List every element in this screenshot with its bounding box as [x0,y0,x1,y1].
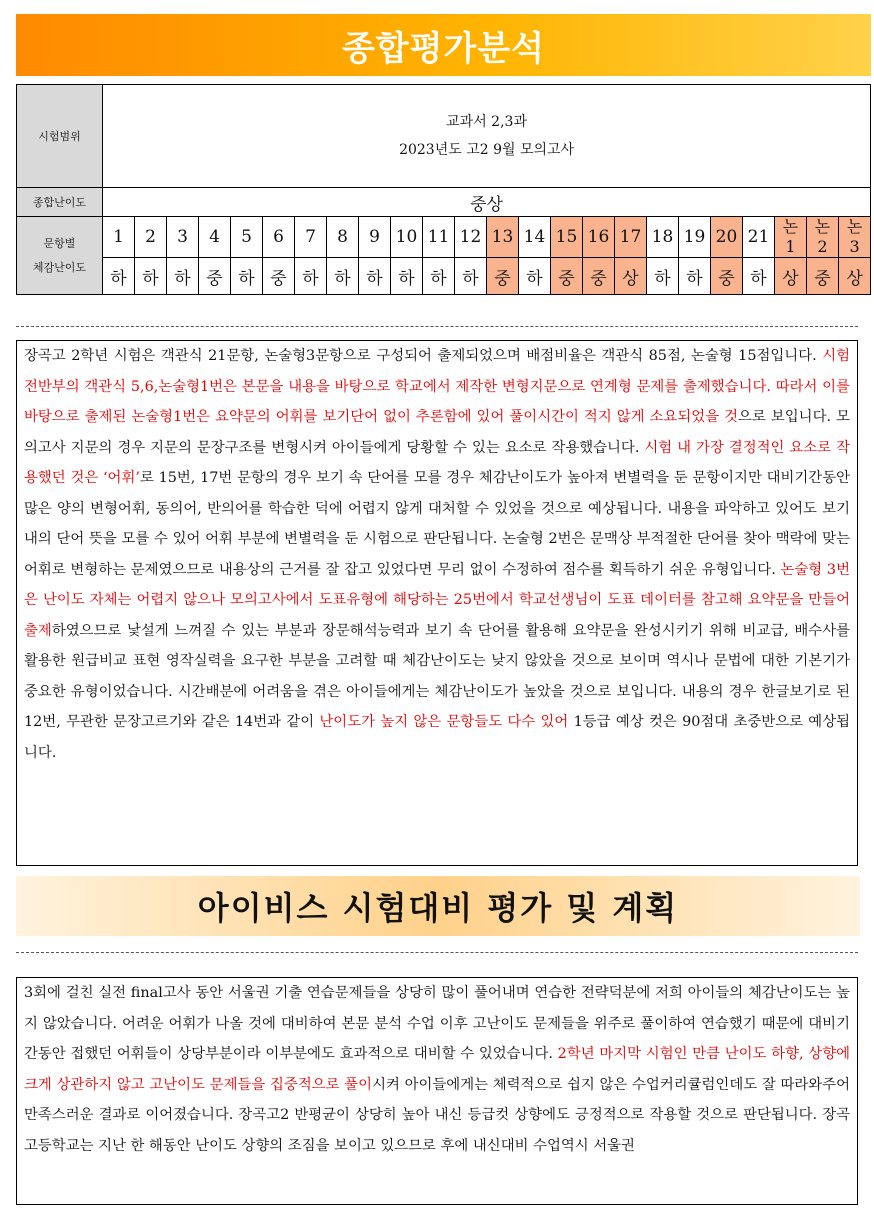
question-number: 7 [295,217,327,258]
analysis-highlight-text: 시험 전반부의 객관식 5,6,논술형1번은 본문을 내용을 바탕으로 학교에서 제작한 변형지문으로 연계형 문제를 출제했습니다. 따라서 이를 바탕으로 출제된 논술형1번은 요약문의 어휘를 보기단어 없이 추론함에 있어 풀이시간이 적지 않게 소요되었을 것 [24,348,850,425]
question-number: 논 3 [839,217,871,258]
question-level: 중 [263,258,295,295]
plan-title-banner [16,876,860,936]
question-number: 9 [359,217,391,258]
analysis-highlight-text: 난이도가 높지 않은 문항들도 다수 있어 [319,714,569,730]
question-level-row [17,258,871,295]
question-level: 상 [775,258,807,295]
difficulty-label: 종합난이도 [17,188,103,217]
question-number: 12 [455,217,487,258]
question-number: 4 [199,217,231,258]
scope-value [103,85,871,188]
question-number: 1 [103,217,135,258]
question-number: 8 [327,217,359,258]
analysis-text: 로 15번, 17번 문항의 경우 보기 속 단어를 모를 경우 체감난이도가 높아져 변별력을 둔 문항이지만 대비기간동안 많은 양의 변형어휘, 동의어, 반의어를 학습한 덕에 어렵지 않게 대처할 수 있었을 것으로 예상됩니다. 내용을 파악하고 있어도 보기 내의 단어 뜻을 모를 수 있어 어휘 부분에 변별력을 둔 시험으로 판단됩니다. 논술형 2번은 문맥상 부적절한 단어를 찾아 맥락에 맞는 어휘로 변형하는 문제였으므로 내용상의 근거를 잘 잡고 있었다면 무리 없이 수정하여 점수를 획득하기 쉬운 유형입니다. [24,470,851,578]
plan-text: 3회에 걸친 실전 final고사 동안 서울권 기출 연습문제들을 상당히 많이 풀어내며 연습한 전략덕분에 저희 아이들의 체감난이도는 높지 않았습니다. 어려운 어휘가 나올 것에 대비하여 본문 분석 수업 이후 고난이도 문제들을 위주로 풀이하여 연습했기 때문에 대비기간동안 접했던 어휘들이 상당부분이라 이부분에도 효과적으로 대비할 수 있었습니다. [24,985,850,1062]
perceived-label-line-1: 문항별 [43,236,76,250]
question-level: 상 [615,258,647,295]
question-number: 논 1 [775,217,807,258]
question-number: 20 [711,217,743,258]
question-level: 하 [167,258,199,295]
question-level: 하 [423,258,455,295]
perceived-label-line-2: 체감난이도 [32,260,87,274]
page-title-banner [16,14,871,76]
question-level: 중 [711,258,743,295]
question-level: 하 [455,258,487,295]
perceived-difficulty-label [17,217,103,295]
analysis-text: 으로 보입니다. 모의고사 지문의 경우 지문의 문장구조를 변형시켜 아이들에게 당황할 수 있는 요소로 작용했습니다. [24,409,850,456]
question-level: 하 [359,258,391,295]
question-number: 18 [647,217,679,258]
question-level: 하 [103,258,135,295]
question-level: 중 [487,258,519,295]
plan-text-box [16,977,858,1205]
question-level: 중 [551,258,583,295]
scope-row [17,85,871,188]
question-level: 하 [647,258,679,295]
question-number-row [17,217,871,258]
divider-1 [16,326,858,327]
plan-highlight-text: 2학년 마지막 시험인 만큼 난이도 하향, 상향에 크게 상관하지 않고 고난이도 문제들을 집중적으로 풀이 [24,1046,850,1093]
question-level: 하 [295,258,327,295]
question-level: 하 [327,258,359,295]
analysis-text: 1등급 예상 컷은 90점대 초중반으로 예상됩니다. [24,714,850,761]
question-number: 10 [391,217,423,258]
analysis-text: 장곡고 2학년 시험은 객관식 21문항, 논술형3문항으로 구성되어 출제되었으며 배점비율은 객관식 85점, 논술형 15점입니다. [24,348,823,364]
page-title: 종합평가분석 [341,28,546,69]
question-number: 2 [135,217,167,258]
question-level: 하 [135,258,167,295]
scope-line-1: 교과서 2,3과 [446,114,527,130]
scope-label: 시험범위 [17,85,103,188]
question-number: 15 [551,217,583,258]
question-level: 하 [679,258,711,295]
question-level: 중 [807,258,839,295]
question-level: 중 [199,258,231,295]
question-number: 3 [167,217,199,258]
question-number: 13 [487,217,519,258]
question-number: 6 [263,217,295,258]
exam-info-table [16,84,871,295]
analysis-text: 하였으므로 낯설게 느껴질 수 있는 부분과 장문해석능력과 보기 속 단어를 활용해 요약문을 완성시키기 위해 비교급, 배수사를 활용한 원급비교 표현 영작실력을 요구한 부분을 고려할 때 체감난이도는 낮지 않았을 것으로 보이며 역시나 문법에 대한 기본기가 중요한 유형이었습니다. 시간배분에 어려움을 겪은 아이들에게는 체감난이도가 높았을 것으로 보입니다. 내용의 경우 한글보기로 된 12번, 무관한 문장고르기와 같은 14번과 같이 [24,622,850,730]
question-number: 19 [679,217,711,258]
analysis-text-box [16,340,858,866]
scope-line-2: 2023년도 고2 9월 모의고사 [399,142,575,158]
question-level: 상 [839,258,871,295]
question-number: 21 [743,217,775,258]
question-number: 5 [231,217,263,258]
analysis-highlight-text: 시험 내 가장 결정적인 요소로 작용했던 것은 ‘어휘’ [24,439,851,486]
question-number: 논 2 [807,217,839,258]
question-level: 중 [583,258,615,295]
question-number: 16 [583,217,615,258]
question-level: 하 [743,258,775,295]
plan-title: 아이비스 시험대비 평가 및 계획 [197,889,679,927]
difficulty-value: 중상 [103,188,871,217]
analysis-highlight-text: 논술형 3번은 난이도 자체는 어렵지 않으나 모의고사에서 도표유형에 해당하는 25번에서 학교선생님이 도표 데이터를 참고해 요약문을 만들어 출제 [24,561,850,639]
difficulty-row [17,188,871,217]
question-number: 17 [615,217,647,258]
divider-2 [16,952,858,953]
question-number: 14 [519,217,551,258]
plan-text: 시켜 아이들에게는 체력적으로 쉽지 않은 수업커리큘럼인데도 잘 따라와주어 만족스러운 결과로 이어졌습니다. 장곡고2 반평균이 상당히 높아 내신 등급컷 상향에도 긍정적으로 작용할 것으로 판단됩니다. 장곡고등학교는 지난 한 해동안 난이도 상향의 조짐을 보이고 있으므로 후에 내신대비 수업역시 서울권 [24,1076,850,1154]
question-number: 11 [423,217,455,258]
question-level: 하 [231,258,263,295]
question-level: 하 [391,258,423,295]
question-level: 하 [519,258,551,295]
